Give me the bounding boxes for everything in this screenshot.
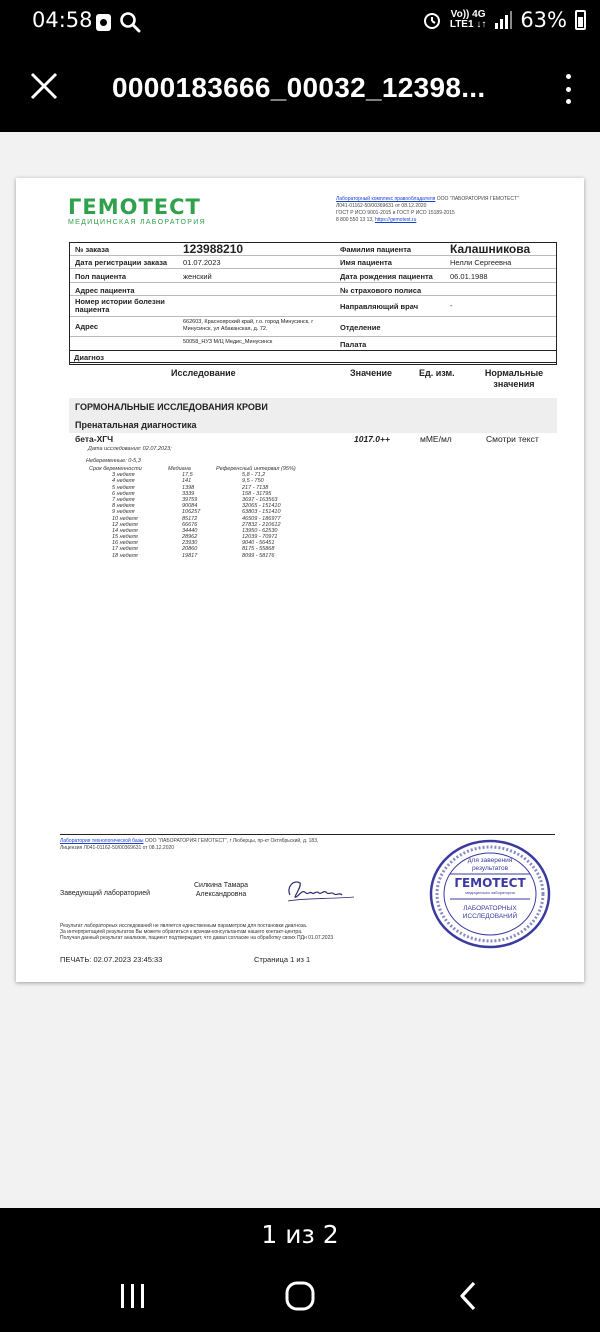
surname: Калашникова <box>450 242 531 256</box>
page-number: Страница 1 из 1 <box>254 955 311 964</box>
test-norm: Смотри текст <box>486 434 539 444</box>
reference-interval: 12039 - 70971 <box>242 534 278 541</box>
disclaimer <box>60 923 430 942</box>
sex-label: Пол пациента <box>75 272 127 281</box>
disclaimer-line-3: Получая данный результат анализов, пациент подтверждает, что давал согласие на обработку своих ПДн 01.07.2023 <box>60 935 334 942</box>
reference-interval: 8175 - 55868 <box>242 546 275 553</box>
more-options-icon[interactable] <box>564 74 572 104</box>
back-icon[interactable] <box>456 1280 480 1312</box>
doctor-label: Направляющий врач <box>340 302 419 311</box>
status-bar <box>0 0 600 44</box>
test-value: 1017.0++ <box>354 434 390 444</box>
order-info-table <box>69 242 557 363</box>
birth-label: Дата рождения пациента <box>340 272 433 281</box>
stamp-bottom-line-2: ИССЛЕДОВАНИЙ <box>462 913 518 920</box>
diagnosis-label: Диагноз <box>74 353 104 362</box>
reference-interval: 8099 - 58176 <box>242 552 275 559</box>
patient-address-label: Адрес пациента <box>75 286 135 295</box>
head-of-lab-label: Заведующий лабораторией <box>60 890 150 897</box>
head-of-lab-name <box>194 881 248 899</box>
reference-term: 14 неделя <box>112 527 138 534</box>
ref-head-median: Медиана <box>168 466 191 472</box>
reference-term: 7 неделя <box>112 496 135 503</box>
reference-median: 1398 <box>182 484 195 491</box>
column-value: Значение <box>350 368 393 378</box>
reg-date: 01.07.2023 <box>183 258 221 267</box>
reference-median: 20860 <box>182 546 198 553</box>
study-date: Дата исследования: 02.07.2023; <box>88 446 172 452</box>
address-line-1: 662603, Красноярский край, г.о. город Минусинск, г <box>183 319 314 325</box>
reference-interval: 9040 - 56451 <box>242 540 275 547</box>
name-label: Имя пациента <box>340 258 392 267</box>
history-label: Номер истории болезни пациента <box>75 297 165 314</box>
ward-label: Палата <box>340 340 367 349</box>
signature-image <box>284 873 358 907</box>
footer-address-line-1: ООО "ЛАБОРАТОРИЯ ГЕМОТЕСТ", г Люберцы, пр-кт Октябрьский, д. 183, <box>143 838 319 844</box>
order-number-label: № заказа <box>75 245 110 254</box>
disclaimer-line-1: Результат лабораторных исследований не является единственным параметром для постановки диагноза. <box>60 923 308 929</box>
lab-info <box>336 196 556 224</box>
reference-interval: 46509 - 186977 <box>242 515 281 522</box>
nonpregnant-ref: Небеременные: 0-5,3 <box>86 457 141 464</box>
disclaimer-line-2: За интерпретацией результатов Вы можете обратиться к врачам-консультантам нашего контакт-центра. <box>60 929 303 936</box>
address-line-3: 50058_НУЗ М/Ц Медис_Минусинск <box>183 339 273 345</box>
diagnosis-row <box>69 350 557 365</box>
birth-date: 06.01.1988 <box>450 272 488 281</box>
address-value <box>183 319 313 333</box>
battery-percent: 63% <box>520 8 567 32</box>
footer-address-line-2: Лицензия Л041-01162-50/00369631 от 08.12.2020 <box>60 845 175 851</box>
reference-interval: 32065 - 151410 <box>242 503 281 510</box>
home-icon[interactable] <box>284 1280 316 1312</box>
column-norm-line-1: Нормальные <box>484 368 544 378</box>
reg-date-label: Дата регистрации заказа <box>75 258 168 267</box>
column-norm <box>478 368 550 390</box>
lab-stamp <box>428 838 552 950</box>
reference-interval: 3697 - 163563 <box>242 496 278 503</box>
reference-term: 5 неделя <box>112 484 135 491</box>
footer-lab-link[interactable]: Лаборатория технологической базы <box>60 838 144 844</box>
gemotest-logo <box>68 197 206 227</box>
reference-term: 9 неделя <box>112 509 135 516</box>
column-norm-line-2: значения <box>493 379 535 389</box>
lab-info-line-1: ООО "ЛАБОРАТОРИЯ ГЕМОТЕСТ" <box>435 196 519 202</box>
reference-interval: 63803 - 151410 <box>242 509 281 516</box>
reference-term: 6 неделя <box>112 490 135 497</box>
reference-term: 4 неделя <box>112 478 135 485</box>
reference-interval: 217 - 7138 <box>242 484 269 491</box>
reference-median: 106257 <box>182 509 201 516</box>
reference-interval: 5,8 - 71,2 <box>242 472 266 479</box>
search-notification-icon <box>119 11 141 33</box>
stamp-sub-text: медицинская лаборатория <box>465 890 515 895</box>
reference-term: 18 неделя <box>112 552 138 559</box>
reference-interval: 13950 - 62530 <box>242 527 278 534</box>
reference-term: 16 неделя <box>112 540 138 547</box>
footer-divider <box>60 834 555 835</box>
reference-median: 23930 <box>182 540 198 547</box>
reference-interval: 9,5 - 750 <box>242 478 264 485</box>
pdf-viewer[interactable] <box>0 132 600 1208</box>
reference-median: 141 <box>182 478 192 485</box>
section-prenatal: Пренатальная диагностика <box>69 418 557 433</box>
head-name-line-1: Силкина Тамара <box>194 882 249 889</box>
reference-median: 19817 <box>182 552 198 559</box>
battery-icon <box>575 10 586 30</box>
reference-median: 39759 <box>182 496 198 503</box>
page-counter: 1 из 2 <box>261 1220 339 1249</box>
column-unit: Ед. изм. <box>419 368 455 378</box>
network-indicator <box>450 10 486 30</box>
reference-median: 17,5 <box>182 472 193 479</box>
test-unit: мМЕ/мл <box>420 434 452 444</box>
file-title: 0000183666_00032_12398... <box>112 72 486 103</box>
reference-median: 34440 <box>182 527 198 534</box>
policy-label: № страхового полиса <box>340 286 422 295</box>
reference-median: 28962 <box>182 534 198 541</box>
lab-info-line-3: ГОСТ Р ИСО 9001-2015 и ГОСТ Р ИСО 15189-2015 <box>336 210 455 216</box>
pdf-page <box>16 178 584 982</box>
section-hormonal: ГОРМОНАЛЬНЫЕ ИССЛЕДОВАНИЯ КРОВИ <box>69 398 557 418</box>
gallery-notification-icon <box>96 14 111 31</box>
lab-info-phone: 8 800 550 13 13, <box>336 217 375 223</box>
reference-term: 10 неделя <box>112 515 138 522</box>
column-study: Исследование <box>171 368 236 378</box>
recent-apps-icon[interactable] <box>118 1280 148 1312</box>
reference-term: 15 неделя <box>112 534 138 541</box>
order-number: 123988210 <box>183 242 244 256</box>
reference-median: 66676 <box>182 521 198 528</box>
test-name: бета-ХГЧ <box>75 434 114 444</box>
logo-main-text: ГЕМОТЕСТ <box>68 195 201 219</box>
close-icon[interactable] <box>28 70 60 102</box>
reference-interval: 158 - 31795 <box>242 490 272 497</box>
address-label: Адрес <box>75 322 99 331</box>
reference-interval: 27832 - 210612 <box>242 521 281 528</box>
signal-icon <box>494 11 512 29</box>
bottom-bar <box>0 1208 600 1332</box>
address-line-2: Минусинск, ул Абаканская, д. 72. <box>183 326 268 332</box>
network-bottom-label: LTE1 ↓↑ <box>449 19 487 30</box>
status-time: 04:58 <box>32 8 93 32</box>
sex: женский <box>183 272 212 281</box>
stamp-main-text: ГЕМОТЕСТ <box>454 876 526 890</box>
logo-sub-text: МЕДИЦИНСКАЯ ЛАБОРАТОРИЯ <box>68 219 206 226</box>
footer-address <box>60 838 390 852</box>
stamp-top-line-2: результатов <box>471 865 509 872</box>
alarm-icon <box>422 10 442 30</box>
dept-label: Отделение <box>340 323 381 332</box>
reference-median: 90084 <box>182 503 198 510</box>
reference-median: 3339 <box>182 490 195 497</box>
lab-info-link[interactable]: Лабораторный комплекс правообладателя <box>336 196 436 202</box>
head-name-line-2: Александровна <box>195 891 247 898</box>
network-top-label: Vo)) 4G <box>450 9 486 20</box>
reference-median: 85172 <box>182 515 198 522</box>
stamp-top-line: для заверения <box>467 857 513 864</box>
reference-term: 3 неделя <box>112 472 135 479</box>
stamp-bottom-line-1: ЛАБОРАТОРНЫХ <box>463 905 517 912</box>
lab-site-link[interactable]: https://gemotest.ru <box>374 217 417 223</box>
ref-head-interval: Референсный интервал (95%) <box>216 466 296 472</box>
doctor: - <box>450 301 453 310</box>
patient-name: Нелли Сергеевна <box>450 258 512 267</box>
print-timestamp: ПЕЧАТЬ: 02.07.2023 23:45:33 <box>60 955 163 964</box>
ref-head-term: Срок беременности <box>89 466 142 472</box>
surname-label: Фамилия пациента <box>340 245 412 254</box>
lab-info-line-2: Л041-01162-50/00369631 от 08.12.2020 <box>336 203 427 209</box>
reference-term: 17 неделя <box>112 546 138 553</box>
reference-term: 8 неделя <box>112 503 135 510</box>
viewer-app-bar <box>0 44 600 132</box>
reference-notes <box>88 446 172 464</box>
reference-term: 12 неделя <box>112 521 138 528</box>
